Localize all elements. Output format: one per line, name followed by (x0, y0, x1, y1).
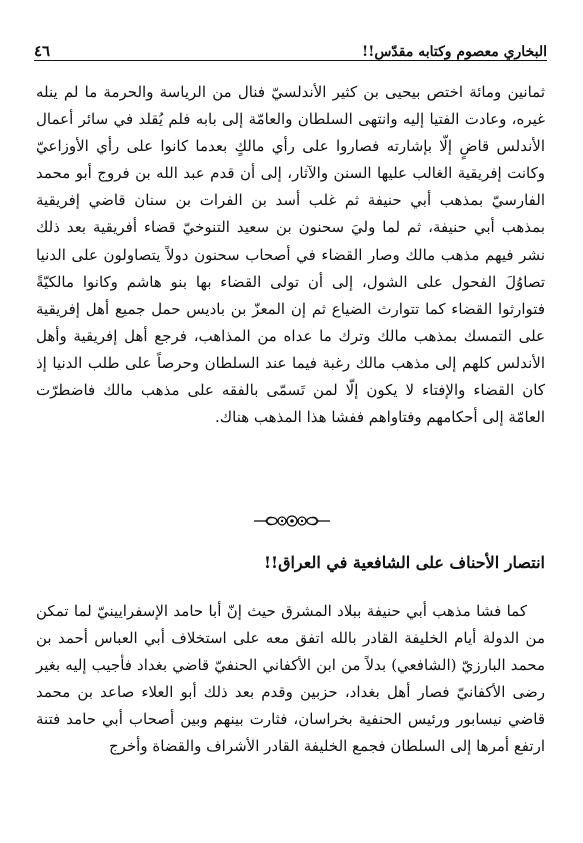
body-section-2 (36, 598, 545, 761)
body-section-1 (36, 79, 545, 431)
running-title: البخاري معصوم وكتابه مقدّس!! (362, 44, 547, 60)
paragraph: ثمانين ومائة اختص بيحيى بن كثير الأندلسيّ فنال من الرياسة والحرمة ما لم ينله غيره، وعادت الفتيا إليه وانتهى السلطان والعامّة إلى بابه فلم يُقلد في سائر أعمال الأندلس قاضٍ إلّا بإشارته فصاروا على رأي مالكٍ بعدما كانوا على رأي الأوزاعيّ وكانت إفريقية الغالب عليها السنن والآثار، إلى أن قدم عبد الله بن فروج أبو محمد الفارسيّ بمذهب أبي حنيفة ثم غلب أسد بن الفرات بن سنان قاضي إفريقية بمذهب أبي حنيفة، ثم لما وليَ سحنون بن سعيد التنوخيّ قضاء أفريقية بعد ذلك نشر فيهم مذهب مالك وصار القضاء في أصحاب سحنون دولاً يتصاولون على الدنيا تصاوُلَ الفحول على الشول، إلى أن تولى القضاء بها بنو هاشم وكانوا مالكيّةً فتوارثوا القضاء كما تتوارث الضياع ثم إن المعزّ بن باديس حمل جميع أهل إفريقية على التمسك بمذهب مالك وترك ما عداه من المذاهب، فرجع أهل إفريقية وأهل الأندلس كلهم إلى مذهب مالك رغبة فيما عند السلطان وحرصاً على طلب الدنيا إذ كان القضاء والإفتاء لا يكون إلّا لمن تَسمّى بالفقه على مذهب مالك فاضطرّت العامّة إلى أحكامهم وفتاواهم ففشا هذا المذهب هناك. (36, 83, 545, 427)
section-heading: انتصار الأحناف على الشافعية في العراق!! (264, 553, 545, 572)
page-header (34, 34, 547, 61)
ornament-divider (0, 511, 583, 531)
ornament-divider-icon (252, 514, 332, 528)
page-number: ٤٦ (34, 42, 51, 60)
paragraph: كما فشا مذهب أبي حنيفة ببلاد المشرق حيث إنّ أبا حامد الإسفرايينيّ لما تمكن من الدولة أيام الخليفة القادر بالله اتفق معه على استخلاف أبي العباس أحمد بن محمد البارزيّ (الشافعي) بدلاً من ابن الأكفاني الحنفيّ قاضي بغداد فأجيب إليه بغير رضى الأكفانيّ فصار أهل بغداد، حزبين وقدم بعد ذلك أبو العلاء صاعد بن محمد قاضي نيسابور ورئيس الحنفية بخراسان، فثارت بينهم وبين أصحاب أبي حامد فتنة ارتفع أمرها إلى السلطان فجمع الخليفة القادر الأشراف والقضاة وأخرج (36, 602, 545, 756)
